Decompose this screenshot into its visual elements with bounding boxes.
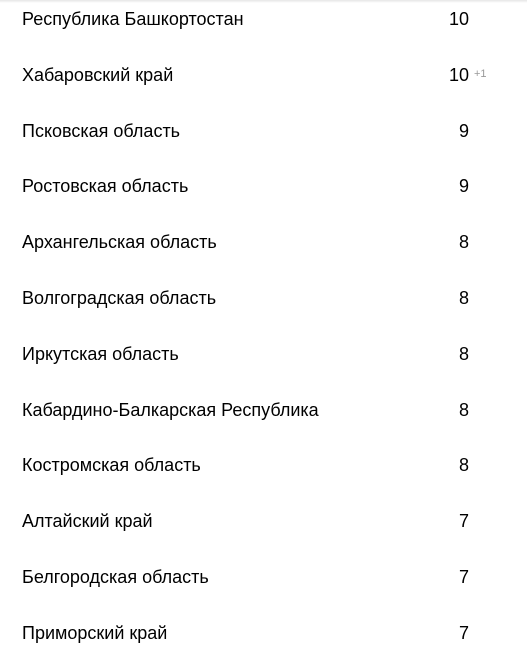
region-name: Приморский край — [22, 622, 168, 643]
list-item[interactable] — [0, 56, 527, 112]
region-count: 7 — [458, 566, 469, 587]
list-item[interactable] — [0, 167, 527, 223]
region-count: 7 — [458, 511, 469, 532]
region-count: 8 — [458, 287, 469, 308]
list-item[interactable] — [0, 335, 527, 391]
region-count: 8 — [458, 399, 469, 420]
list-item[interactable] — [0, 223, 527, 279]
region-count: 9 — [458, 176, 469, 197]
region-name: Псковская область — [22, 120, 181, 141]
region-name: Иркутская область — [22, 343, 179, 364]
region-name: Ростовская область — [22, 176, 189, 197]
region-name: Алтайский край — [22, 511, 153, 532]
region-name: Костромская область — [22, 455, 201, 476]
region-count: 8 — [458, 343, 469, 364]
list-item[interactable] — [0, 112, 527, 168]
list-item[interactable] — [0, 614, 527, 670]
region-count: 7 — [458, 622, 469, 643]
list-item[interactable] — [0, 0, 527, 56]
region-count: 10 — [448, 64, 469, 85]
list-item[interactable] — [0, 391, 527, 447]
region-name: Кабардино-Балкарская Республика — [22, 399, 319, 420]
region-name: Архангельская область — [22, 232, 217, 253]
list-item[interactable] — [0, 558, 527, 614]
region-name: Хабаровский край — [22, 64, 174, 85]
list-item[interactable] — [0, 502, 527, 558]
region-name: Белгородская область — [22, 566, 209, 587]
region-name: Волгоградская область — [22, 287, 217, 308]
list-item[interactable] — [0, 446, 527, 502]
region-count: 8 — [458, 455, 469, 476]
list-item[interactable] — [0, 279, 527, 335]
count-change-badge: +1 — [474, 67, 487, 80]
region-count: 8 — [458, 232, 469, 253]
region-count: 9 — [458, 120, 469, 141]
region-count: 10 — [448, 9, 469, 29]
region-name: Республика Башкортостан — [22, 9, 244, 29]
